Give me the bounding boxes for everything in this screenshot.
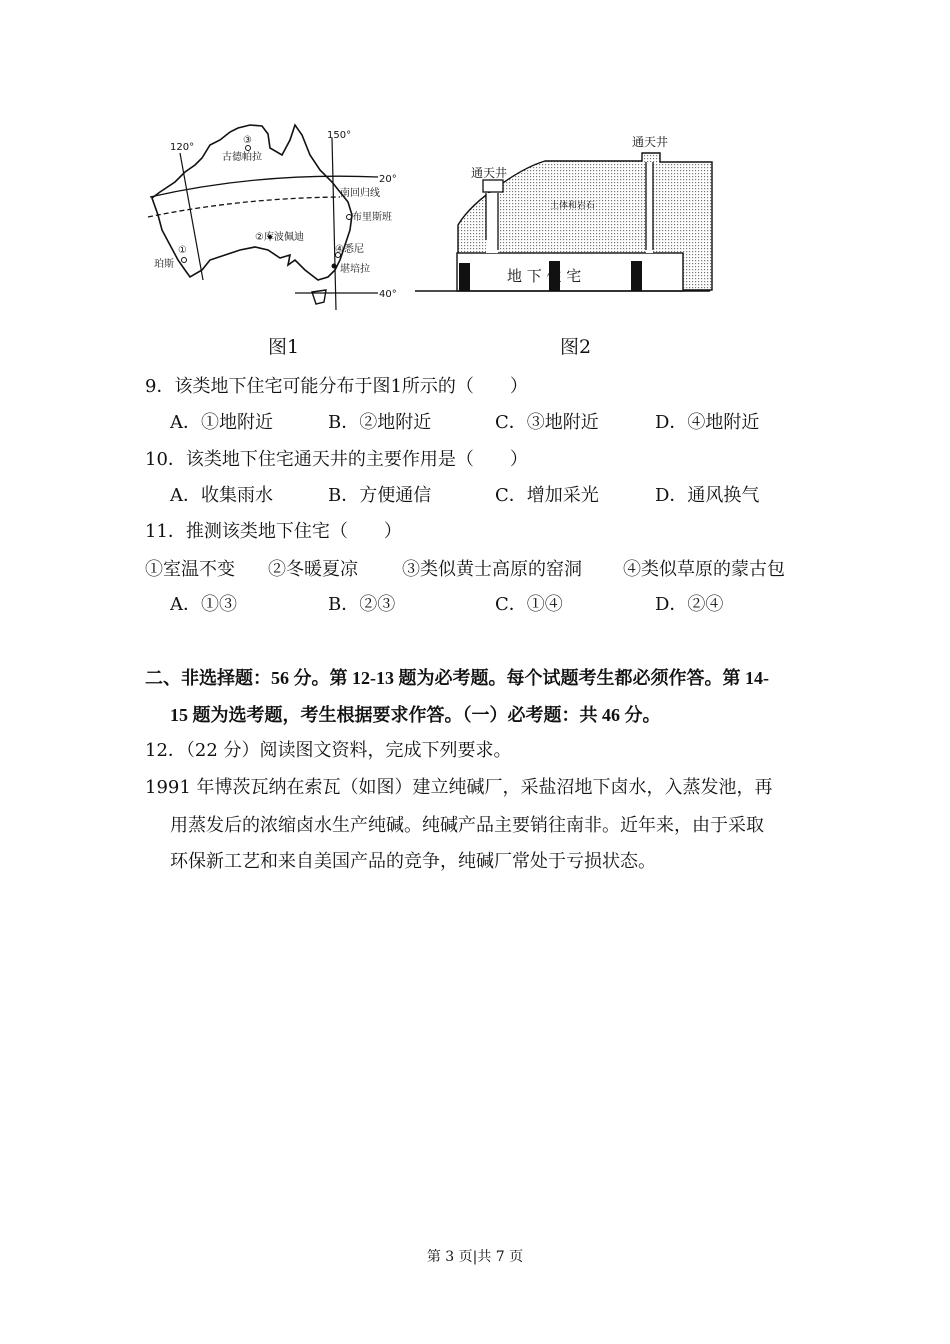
label-sydney: ④悉尼: [335, 244, 364, 255]
tasmania: [312, 290, 326, 304]
q9-option-b: B．②地附近: [328, 412, 432, 433]
label-perth: 珀斯: [154, 259, 174, 270]
label-lat20: 20°: [379, 174, 397, 185]
q10-option-d: D．通风换气: [655, 485, 760, 506]
label-place3: 古德帕拉: [222, 152, 262, 163]
q9-option-a: A．①地附近: [170, 412, 273, 433]
section2-heading-line1: 二、非选择题：56 分。第 12-13 题为必考题。每个试题考生都必须作答。第 14-: [145, 668, 769, 688]
q12-paragraph-line1: 1991 年博茨瓦纳在索瓦（如图）建立纯碱厂，采盐沼地下卤水，入蒸发池，再: [145, 777, 773, 798]
q10-option-b: B．方便通信: [328, 485, 432, 506]
question-9-stem: 9．该类地下住宅可能分布于图1所示的（ ）: [145, 376, 528, 397]
page-footer: 第 3 页|共 7 页: [426, 1249, 524, 1265]
q12-paragraph-line2: 用蒸发后的浓缩卤水生产纯碱。纯碱产品主要销往南非。近年来，由于采取: [170, 815, 764, 836]
label-brisbane: 布里斯班: [352, 212, 392, 223]
label-canberra: 堪培拉: [340, 264, 370, 275]
label-lon120: 120°: [170, 142, 195, 153]
section2-heading-line2: 15 题为选考题，考生根据要求作答。（一）必考题：共 46 分。: [170, 705, 661, 725]
q11-option-d: D．②④: [655, 594, 724, 615]
figure1-caption: 图1: [268, 336, 300, 358]
q11-option-a: A．①③: [170, 594, 237, 615]
figure2-caption: 图2: [560, 336, 592, 358]
label-mark3: ③: [243, 135, 252, 146]
label-house: 地 下 住 宅: [507, 267, 582, 285]
pillar: [631, 261, 642, 291]
label-tropic: 南回归线: [340, 188, 380, 199]
q10-option-c: C．增加采光: [495, 485, 599, 506]
meridian-120: [180, 153, 203, 280]
q10-option-a: A．收集雨水: [170, 485, 273, 506]
q11-option-c: C．①④: [495, 594, 563, 615]
label-shaft-left: 通天井: [471, 166, 508, 180]
label-coober-pedy: ②库波佩迪: [255, 232, 304, 243]
figure1-australia-map: [140, 120, 400, 320]
tropic-line: [148, 197, 340, 217]
q9-option-d: D．④地附近: [655, 412, 760, 433]
label-shaft-right: 通天井: [632, 135, 669, 149]
question-11-stem: 11．推测该类地下住宅（ ）: [145, 521, 402, 542]
q11-item-1: ①室温不变: [145, 559, 235, 580]
q12-paragraph-line3: 环保新工艺和来自美国产品的竞争，纯碱厂常处于亏损状态。: [170, 851, 656, 872]
q9-option-c: C．③地附近: [495, 412, 599, 433]
figure2-underground-house-diagram: [410, 125, 720, 305]
shaft-left-cap: [483, 180, 503, 192]
q11-item-2: ②冬暖夏凉: [268, 559, 358, 580]
q11-option-b: B．②③: [328, 594, 396, 615]
q11-item-3: ③类似黄士高原的窑洞: [402, 559, 582, 580]
label-soil: 土体和岩石: [550, 201, 596, 211]
question-12-stem: 12．（22 分）阅读图文资料，完成下列要求。: [145, 740, 512, 761]
q11-item-4: ④类似草原的蒙古包: [623, 559, 785, 580]
label-lon150: 150°: [327, 130, 352, 141]
pillar: [459, 263, 470, 291]
label-lat40: 40°: [379, 289, 397, 300]
meridian-150: [332, 138, 336, 310]
question-10-stem: 10．该类地下住宅通天井的主要作用是（ ）: [145, 449, 528, 470]
label-perth-mark: ①: [178, 245, 187, 256]
